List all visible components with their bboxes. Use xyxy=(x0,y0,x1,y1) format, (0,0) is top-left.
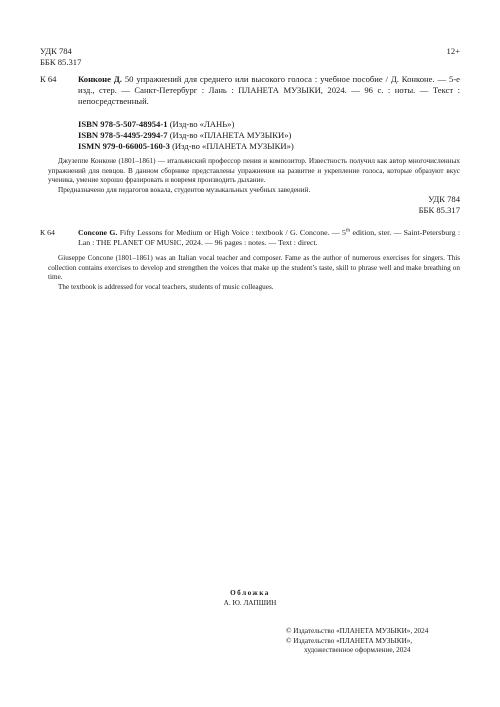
ru-bibliographic-record xyxy=(78,74,460,107)
copyright-line: © Издательство «ПЛАНЕТА МУЗЫКИ», xyxy=(286,636,413,645)
en-abstract-block xyxy=(48,254,460,292)
isbn-line xyxy=(78,141,460,152)
ru-bbk: ББК 85.317 xyxy=(418,205,460,215)
en-author: Concone G. xyxy=(78,228,118,237)
copyright-block xyxy=(286,627,466,656)
ru-audience: Предназначено для педагогов вокала, студентов музыкальных учебных заведений. xyxy=(58,185,311,194)
en-audience: The textbook is addressed for vocal teachers, students of music colleagues. xyxy=(58,282,274,291)
ru-abstract: Джузеппе Конконе (1801–1861) — итальянский профессор пения и композитор. Известность получил как автор многочисленных упражнений для певцов. В данном сборнике представлены упражнения на развитие и укрепление голоса, которые образуют вкус ученика, умение хорошо фразировать и вовремя производить дыхание. xyxy=(48,157,460,185)
isbn-line xyxy=(78,130,460,141)
ru-author: Конконе Д. xyxy=(78,74,122,84)
isbn-publisher: (Изд-во «ПЛАНЕТА МУЗЫКИ») xyxy=(172,141,294,151)
en-title: Fifty Lessons for Medium or High Voice : textbook / G. Concone. — 5 xyxy=(119,228,346,237)
en-classification-code: К 64 xyxy=(40,228,55,237)
ru-classification-code: К 64 xyxy=(40,74,57,84)
isbn-code: ISBN 978-5-507-48954-1 xyxy=(78,119,168,129)
cover-credit xyxy=(0,589,500,608)
cover-designer: А. Ю. ЛАПШИН xyxy=(223,598,277,607)
isbn-publisher: (Изд-во «ПЛАНЕТА МУЗЫКИ») xyxy=(169,130,292,140)
ru-abstract-block xyxy=(48,157,460,195)
header-bbk: ББК 85.317 xyxy=(40,57,82,67)
ismn-code: ISMN 979-0-66005-160-3 xyxy=(78,141,170,151)
isbn-code: ISBN 978-5-4495-2994-7 xyxy=(78,130,168,140)
isbn-line xyxy=(78,119,460,130)
ru-title: 50 упражнений для среднего или высокого голоса : учебное пособие / Д. Конконе. — 5-е изд., стер. — Санкт-Петербург : Лань : ПЛАНЕТА МУЗЫКИ, 2024. — 96 с. : ноты. — Текст : непосредственный. xyxy=(78,74,460,106)
cover-label: Обложка xyxy=(230,589,270,597)
isbn-publisher: (Изд-во «ЛАНЬ») xyxy=(169,119,235,129)
en-abstract: Giuseppe Concone (1801–1861) was an Italian vocal teacher and composer. Fame as the author of numerous exercises for singers. This collection contains exercises to develop and strengthen the voices that make up the student’s taste, skill to phrase well and make breathing on time. xyxy=(48,254,460,282)
en-title-cont: edition, ster. — Saint-Petersburg : Lan : THE PLANET OF MUSIC, 2024. — 96 pages : notes. — Text : direct. xyxy=(78,228,460,248)
copyright-line: © Издательство «ПЛАНЕТА МУЗЫКИ», 2024 xyxy=(286,627,429,635)
ru-isbn-list xyxy=(78,119,460,152)
ru-udk: УДК 784 xyxy=(428,194,460,204)
en-bibliographic-record xyxy=(78,228,460,248)
edition-superscript: th xyxy=(345,227,351,234)
age-rating: 12+ xyxy=(446,46,460,56)
header-udk: УДК 784 xyxy=(40,46,72,56)
copyright-line: художественное оформление, 2024 xyxy=(304,646,411,655)
